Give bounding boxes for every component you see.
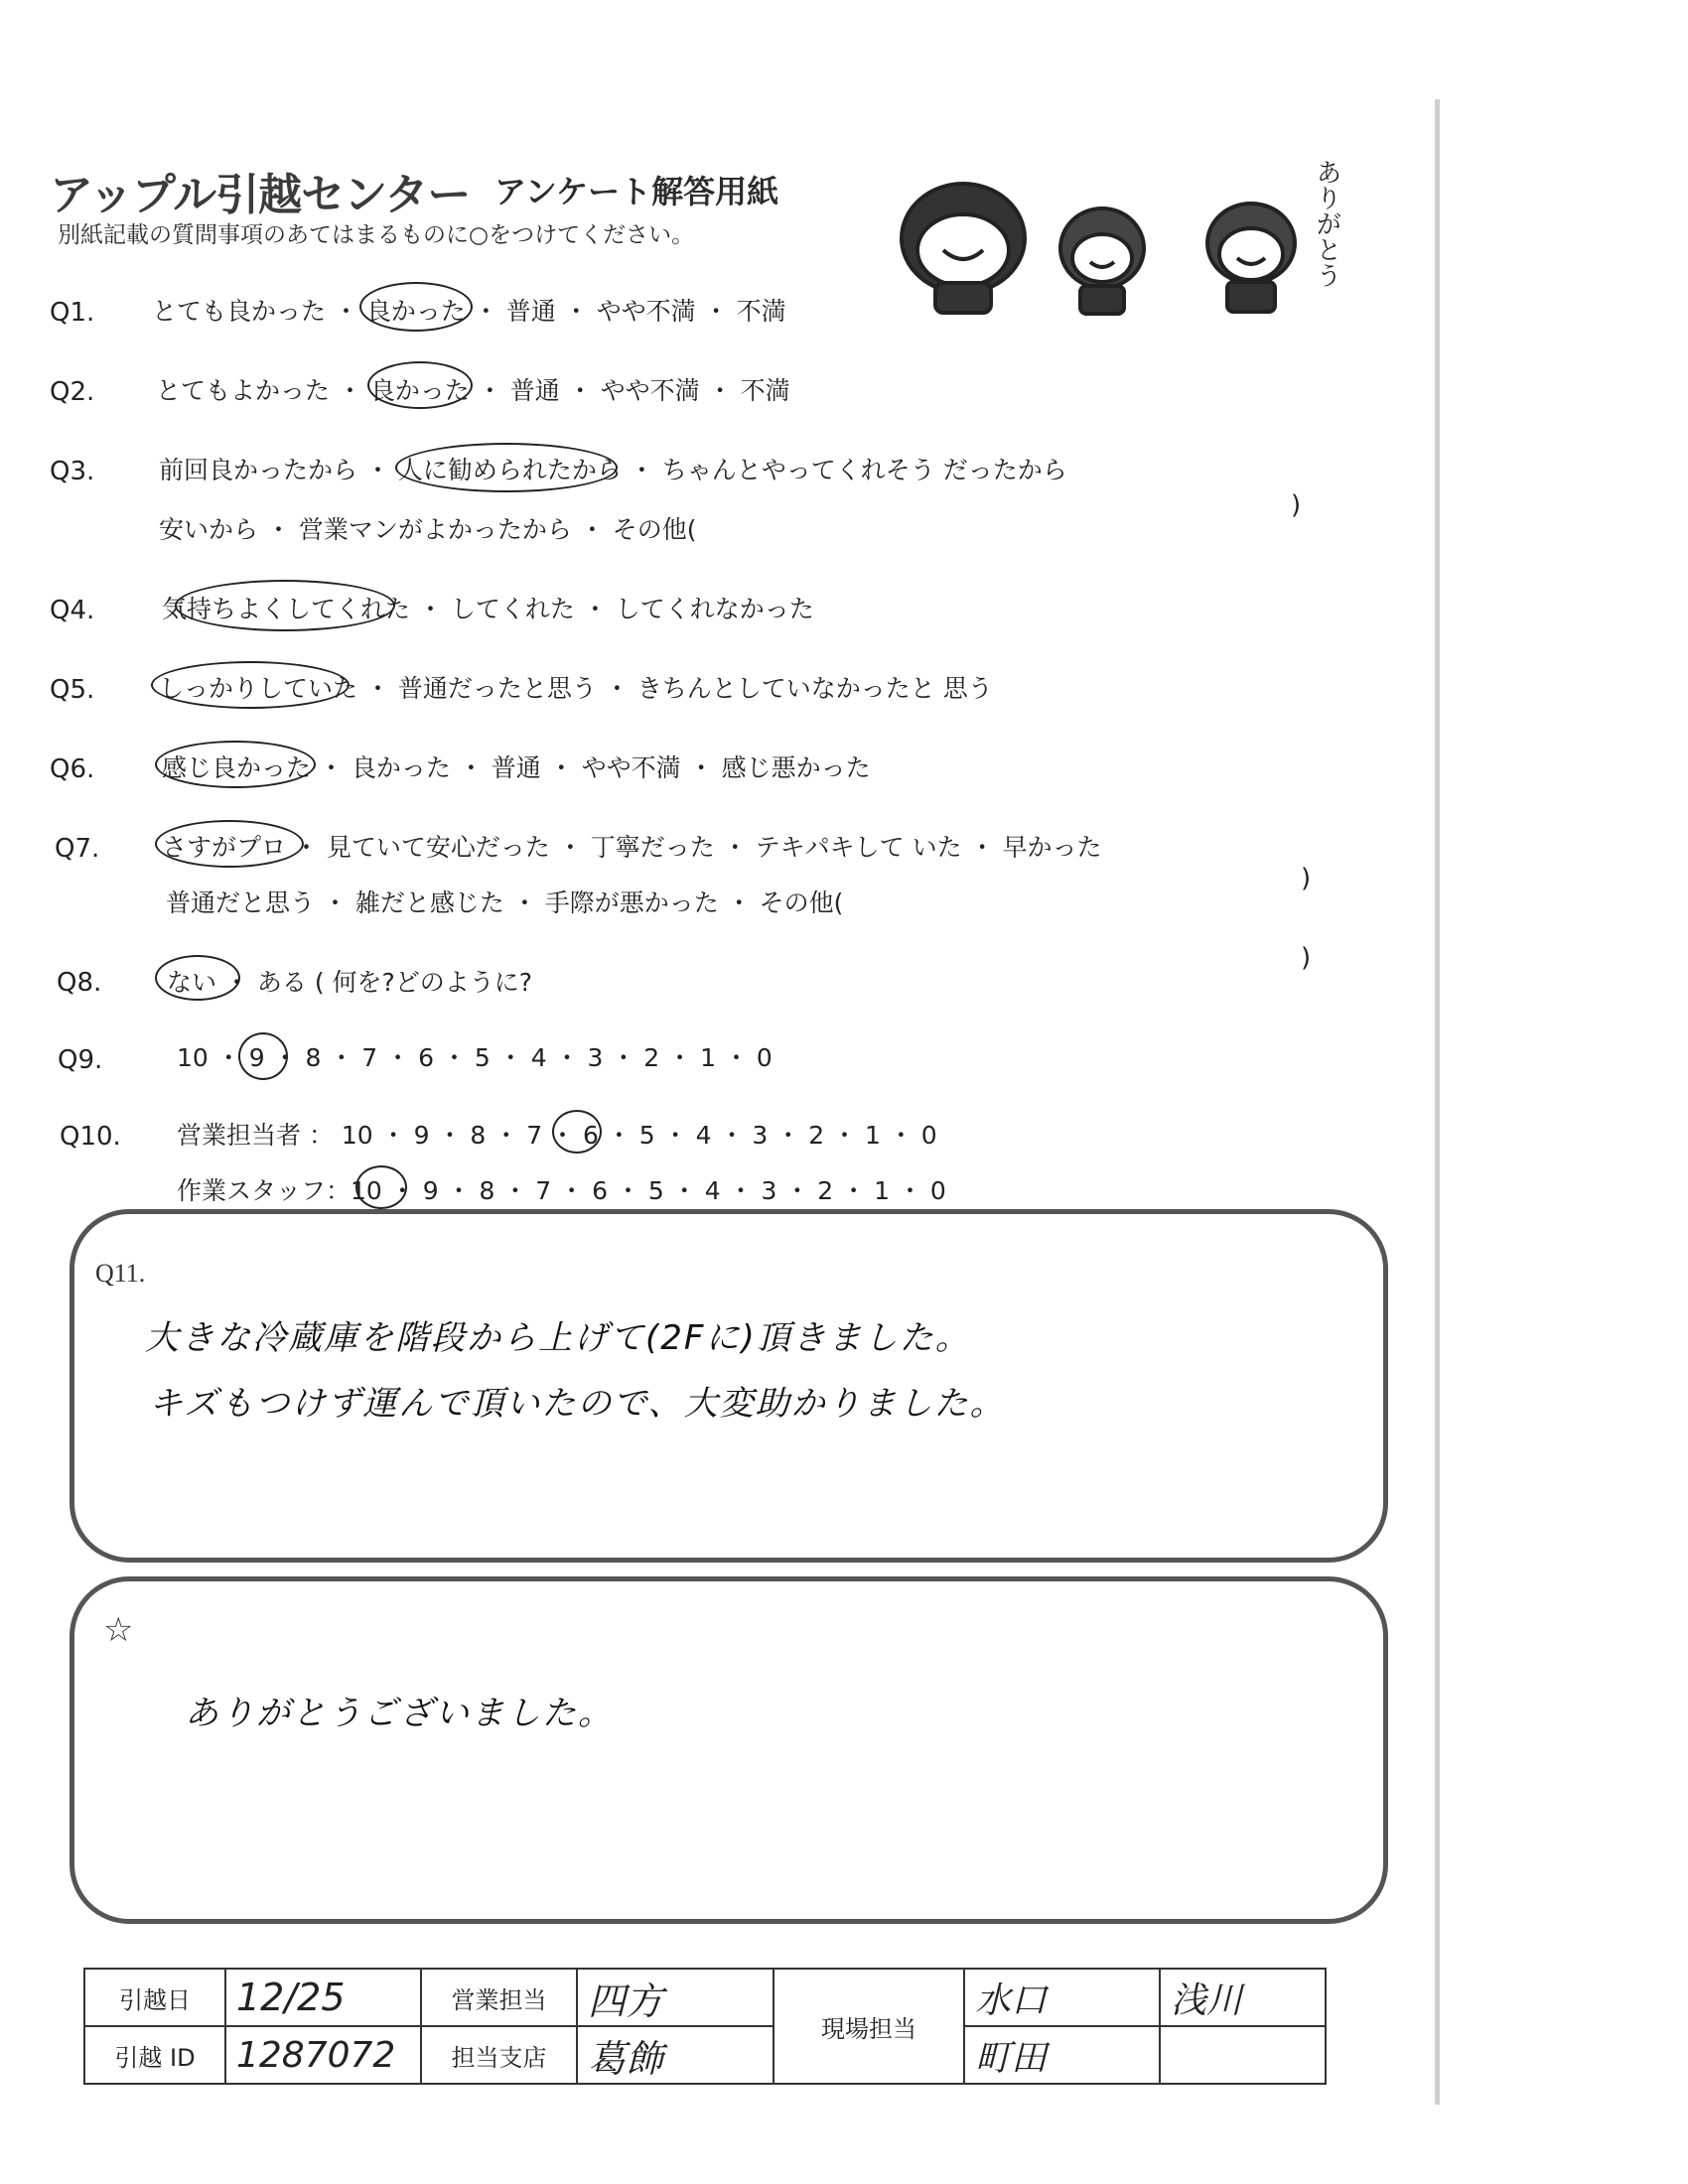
star-label: ☆ [103,1612,134,1649]
q8-close-paren: ) [1301,943,1312,973]
move-id-label: 引越 ID [84,2026,225,2084]
q10-label: Q10. [60,1122,121,1152]
q3-options-line1: 前回良かったから ・ 人に勧められたから ・ ちゃんとやってくれそう だったから [159,456,1067,484]
q3-label: Q3. [50,457,95,486]
move-date-value: 12/25 [225,1969,421,2026]
q1-label: Q1. [50,298,95,328]
q10-staff-answer-circle [355,1165,407,1209]
company-title: アップル引越センター [50,170,471,220]
q8-answer-circle [155,955,240,1001]
star-comment-box [70,1576,1388,1924]
q10-sales-options: 営業担当者 ： 10 ・ 9 ・ 8 ・ 7 ・ 6 ・ 5 ・ 4 ・ 3 ・ 2 ・ 1 ・ 0 [177,1121,937,1150]
site-label: 現場担当 [774,1969,964,2084]
q9-answer-circle [238,1032,288,1080]
q2-options: とてもよかった ・ 良かった ・ 普通 ・ やや不満 ・ 不満 [156,376,790,405]
q3-close-paren: ) [1291,490,1302,520]
site-value-empty [1160,2026,1326,2084]
q11-comment-line2: キズもつけず運んで頂いたので、大変助かりました。 [149,1384,1006,1424]
q8-options: ない ・ ある ( 何を?どのように? [167,968,533,997]
q11-label: Q11. [95,1259,146,1288]
footer-info-table [83,1968,1327,2085]
q7-options-line2: 普通だと思う ・ 雑だと感じた ・ 手際が悪かった ・ その他( [166,888,844,917]
monkey-mascot-icon [864,159,1331,318]
branch-label: 担当支店 [421,2026,577,2084]
q6-label: Q6. [50,754,95,784]
q2-answer-circle [367,361,473,409]
q7-answer-circle [155,820,304,868]
q7-options-line1: さすがプロ ・ 見ていて安心だった ・ 丁寧だった ・ テキパキして いた ・ 早かった [162,833,1102,862]
sales-value: 四方 [577,1969,774,2026]
q9-options: 10 ・ 9 ・ 8 ・ 7 ・ 6 ・ 5 ・ 4 ・ 3 ・ 2 ・ 1 ・ 0 [177,1043,773,1072]
branch-value: 葛飾 [577,2026,774,2084]
thanks-vertical-text: ありがとう [1312,159,1341,288]
q5-label: Q5. [50,675,95,705]
instruction-text: 別紙記載の質問事項のあてはまるものに○をつけてください。 [58,222,695,248]
q2-label: Q2. [50,377,95,407]
site-value-2: 浅川 [1160,1969,1326,2026]
q9-label: Q9. [58,1045,103,1075]
q4-options: 気持ちよくしてくれた ・ してくれた ・ してくれなかった [162,595,814,623]
q5-answer-circle [151,661,350,709]
q10-sales-answer-circle [552,1110,602,1154]
q11-comment-line1: 大きな冷蔵庫を階段から上げて(2Fに)頂きました。 [145,1318,971,1358]
q1-answer-circle [359,282,473,332]
q1-options: とても良かった ・ 良かった ・ 普通 ・ やや不満 ・ 不満 [152,297,786,326]
sales-label: 営業担当 [421,1969,577,2026]
q3-answer-circle [395,443,618,492]
form-subtitle: アンケート解答用紙 [494,173,779,210]
move-id-value: 1287072 [225,2026,421,2084]
page-edge-shadow [1435,99,1440,2105]
q3-options-line2: 安いから ・ 営業マンがよかったから ・ その他( [159,515,697,544]
star-comment-line1: ありがとうございました。 [185,1694,614,1733]
q7-label: Q7. [55,834,100,864]
q10-staff-options: 作業スタッフ：10 ・ 9 ・ 8 ・ 7 ・ 6 ・ 5 ・ 4 ・ 3 ・ 2 ・ 1 ・ 0 [177,1176,946,1205]
site-value-1: 水口 [964,1969,1160,2026]
q5-options: しっかりしていた ・ 普通だったと思う ・ きちんとしていなかったと 思う [159,674,993,703]
q4-answer-circle [175,580,395,631]
q6-options: 感じ良かった ・ 良かった ・ 普通 ・ やや不満 ・ 感じ悪かった [162,753,871,782]
q6-answer-circle [155,741,316,788]
q8-label: Q8. [57,968,102,998]
q7-close-paren: ) [1301,864,1312,893]
move-date-label: 引越日 [84,1969,225,2026]
q4-label: Q4. [50,596,95,625]
site-value-3: 町田 [964,2026,1160,2084]
